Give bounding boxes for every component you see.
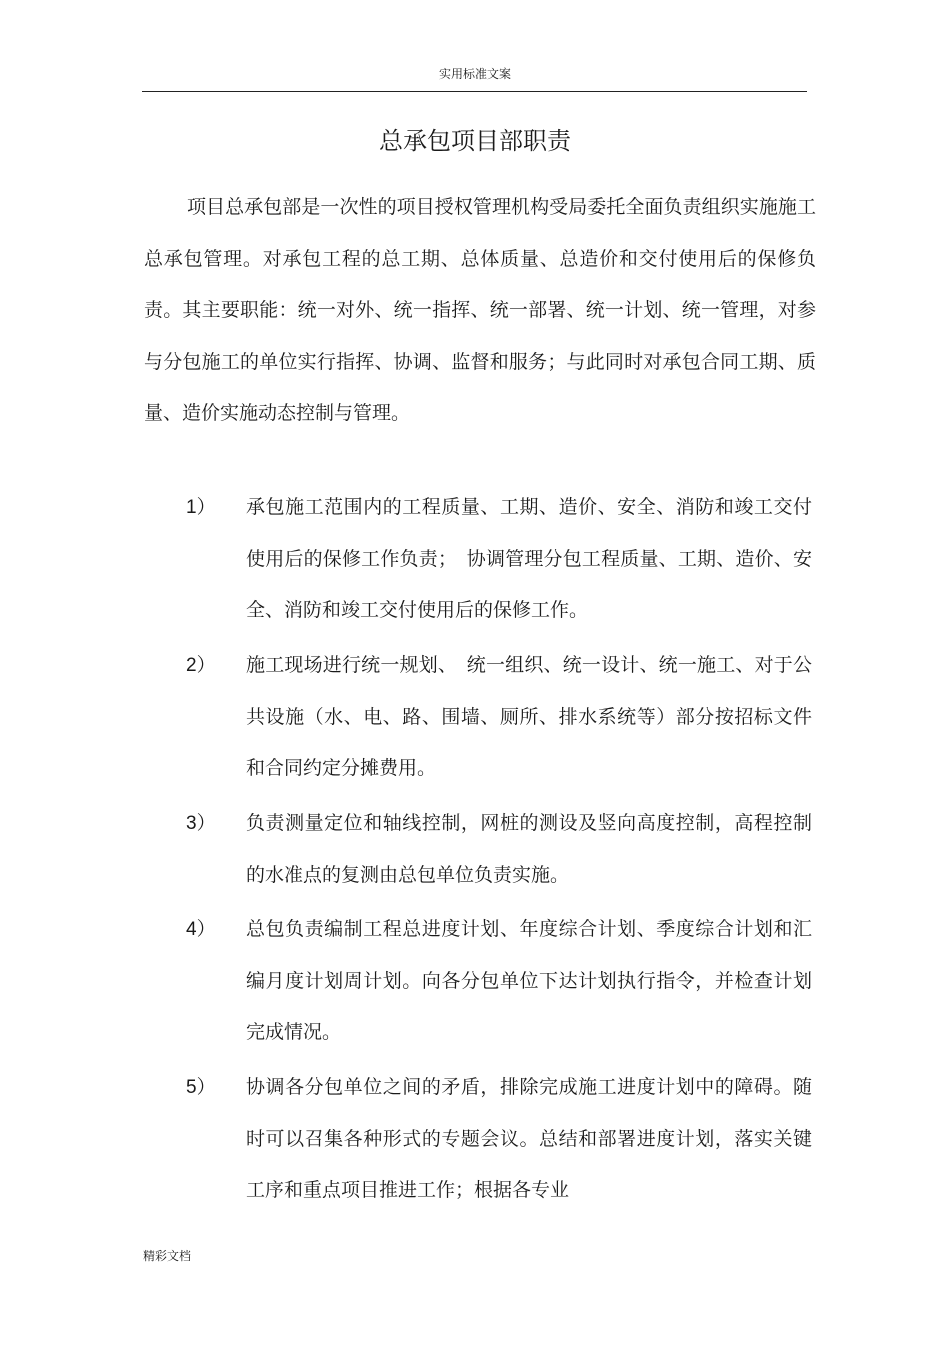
list-item-text: 承包施工范围内的工程质量、工期、造价、安全、消防和竣工交付使用后的保修工作负责； 协调管理分包工程质量、工期、造价、安全、消防和竣工交付使用后的保修工作。 [246, 496, 812, 621]
list-item-text: 施工现场进行统一规划、 统一组织、统一设计、统一施工、对于公共设施（水、电、路、围墙、厕所、排水系统等）部分按招标文件和合同约定分摊费用。 [246, 654, 812, 779]
list-item-number: 4） [186, 919, 216, 940]
page-header: 实用标准文案 [438, 67, 511, 81]
list-item-text: 负责测量定位和轴线控制，网桩的测设及竖向高度控制，高程控制的水准点的复测由总包单位负责实施。 [246, 812, 812, 886]
intro-paragraph: 项目总承包部是一次性的项目授权管理机构受局委托全面负责组织实施施工总承包管理。对承包工程的总工期、总体质量、总造价和交付使用后的保修负责。其主要职能：统一对外、统一指挥、统一部署、统一计划、统一管理，对参与分包施工的单位实行指挥、协调、监督和服务；与此同时对承包合同工期、质量、造价实施动态控制与管理。 [144, 196, 816, 424]
list-item-number: 5） [186, 1077, 216, 1098]
list-item-number: 2） [186, 655, 216, 676]
header-divider [142, 91, 807, 92]
list-item-text: 总包负责编制工程总进度计划、年度综合计划、季度综合计划和汇编月度计划周计划。向各分包单位下达计划执行指令，并检查计划完成情况。 [246, 918, 812, 1043]
list-item-text: 协调各分包单位之间的矛盾，排除完成施工进度计划中的障碍。随时可以召集各种形式的专题会议。总结和部署进度计划，落实关键工序和重点项目推进工作；根据各专业 [246, 1076, 812, 1201]
document-title: 总承包项目部职责 [379, 127, 571, 155]
page-footer: 精彩文档 [143, 1249, 192, 1263]
list-item-number: 1） [186, 497, 216, 518]
list-item-number: 3） [186, 813, 216, 834]
